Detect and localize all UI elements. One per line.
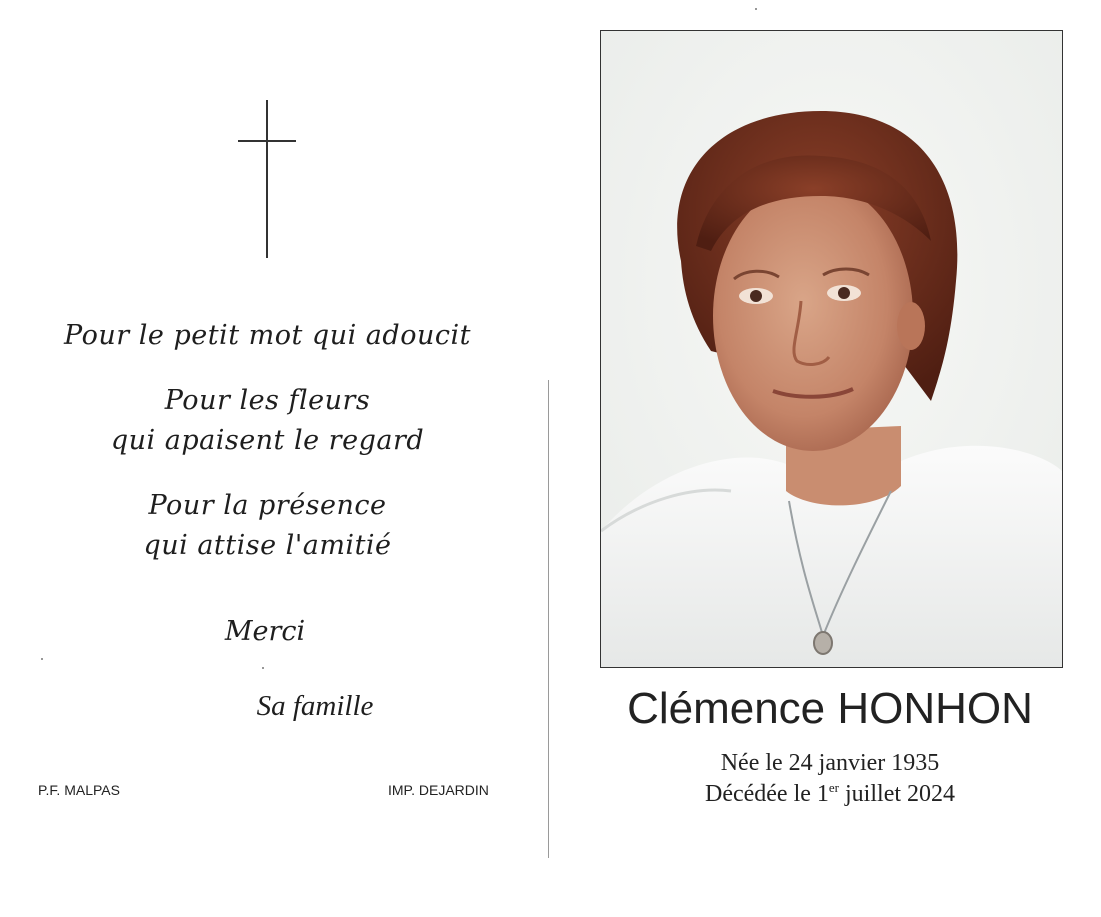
death-date-prefix: Décédée le 1 [704,781,829,807]
death-date-ordinal: er [828,780,840,795]
scan-speck [262,667,264,669]
scan-speck [755,8,757,10]
verse-line-3: qui apaisent le regard [110,425,425,456]
birth-date: Née le 24 janvier 1935 [720,750,940,776]
merci-text: Merci [224,616,306,647]
verse-line-4: Pour la présence [148,490,387,521]
portrait-photo [600,30,1063,668]
funeral-home-credit: P.F. MALPAS [38,782,120,798]
cross-icon [238,100,296,260]
signature-text: Sa famille [256,690,374,722]
printer-credit: IMP. DEJARDIN [388,782,489,798]
verse-line-5: qui attise l'amitié [143,530,392,561]
verse-line-2: Pour les fleurs [164,385,371,416]
verse-line-1: Pour le petit mot qui adoucit [64,320,471,351]
death-date [620,780,1040,808]
fold-divider [548,380,549,858]
death-date-suffix: juillet 2024 [839,781,956,807]
scan-speck [41,658,43,660]
deceased-name: Clémence HONHON [627,684,1033,733]
